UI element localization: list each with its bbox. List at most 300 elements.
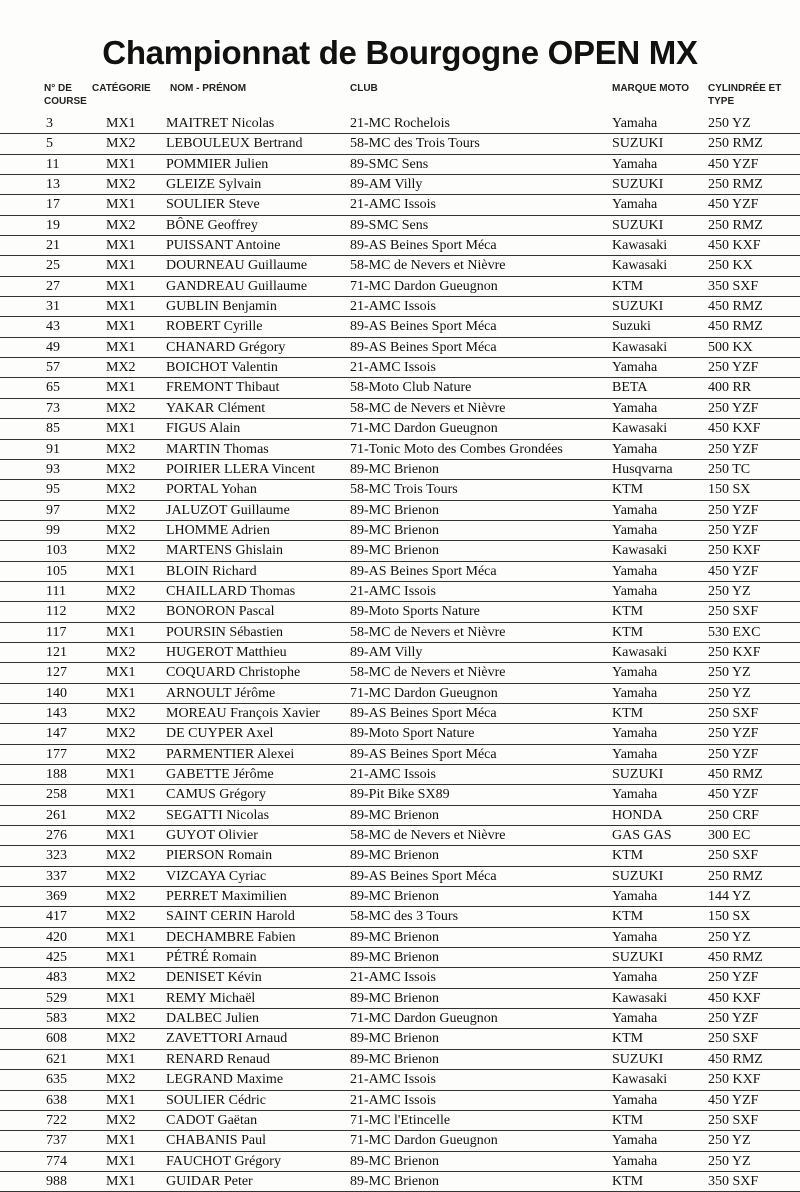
club: 21-AMC Issois (350, 583, 436, 599)
table-row (0, 155, 800, 175)
club: 58-MC des Trois Tours (350, 136, 480, 152)
race-number: 188 (46, 767, 67, 782)
rider-name: PERRET Maximilien (166, 889, 287, 905)
cylinder-type: 250 SXF (708, 604, 759, 620)
cylinder-type: 144 YZ (708, 889, 751, 905)
table-row (0, 1152, 800, 1172)
race-number: 529 (46, 990, 67, 1006)
club: 89-MC Brienon (350, 848, 440, 864)
brand: KTM (612, 624, 644, 640)
brand: SUZUKI (612, 136, 664, 152)
brand: KTM (612, 909, 644, 925)
club: 89-SMC Sens (350, 156, 429, 172)
race-number: 143 (46, 705, 67, 721)
brand: Kawasaki (612, 258, 668, 274)
brand: Yamaha (612, 116, 658, 131)
table-row (0, 378, 800, 398)
rider-name: GABETTE Jérôme (166, 767, 274, 782)
table-row (0, 175, 800, 195)
table-row (0, 1029, 800, 1049)
brand: Yamaha (612, 1092, 658, 1108)
race-number: 121 (46, 644, 67, 660)
category: MX2 (106, 360, 136, 376)
cylinder-type: 250 CRF (708, 807, 759, 823)
cylinder-type: 250 SXF (708, 1112, 759, 1128)
rider-name: LEGRAND Maxime (166, 1072, 284, 1088)
race-number: 177 (46, 746, 67, 762)
category: MX2 (106, 441, 136, 457)
brand: SUZUKI (612, 950, 664, 966)
race-number: 31 (46, 299, 60, 315)
category: MX2 (106, 502, 136, 518)
race-number: 140 (46, 685, 67, 701)
rider-name: CHANARD Grégory (166, 339, 286, 355)
table-row (0, 317, 800, 337)
table-row (0, 948, 800, 968)
cylinder-type: 250 YZ (708, 665, 751, 681)
club: 58-MC des 3 Tours (350, 909, 459, 925)
table-row (0, 1050, 800, 1070)
race-number: 420 (46, 929, 67, 945)
club: 89-MC Brienon (350, 1051, 440, 1067)
cylinder-type: 250 YZ (708, 1133, 751, 1149)
club: 89-AS Beines Sport Méca (350, 746, 497, 762)
race-number: 57 (46, 360, 60, 376)
table-row (0, 826, 800, 846)
race-number: 261 (46, 807, 67, 823)
cylinder-type: 450 KXF (708, 238, 761, 254)
race-number: 417 (46, 909, 67, 925)
cylinder-type: 150 SX (708, 482, 751, 498)
brand: Yamaha (612, 1153, 658, 1169)
category: MX1 (106, 197, 136, 213)
brand: Yamaha (612, 746, 658, 762)
brand: BETA (612, 380, 648, 396)
club: 89-MC Brienon (350, 461, 440, 477)
race-number: 5 (46, 136, 53, 152)
cylinder-type: 450 YZF (708, 197, 759, 213)
club: 89-AS Beines Sport Méca (350, 868, 497, 884)
brand: Kawasaki (612, 421, 668, 437)
club: 89-MC Brienon (350, 1153, 440, 1169)
club: 21-AMC Issois (350, 1072, 436, 1088)
club: 71-MC Dardon Gueugnon (350, 685, 498, 701)
brand: Yamaha (612, 360, 658, 376)
rider-name: BLOIN Richard (166, 563, 257, 579)
category: MX2 (106, 705, 136, 721)
cylinder-type: 450 YZF (708, 1092, 759, 1108)
club: 89-AM Villy (350, 177, 423, 193)
cylinder-type: 400 RR (708, 380, 752, 396)
rider-name: JALUZOT Guillaume (166, 502, 290, 518)
table-row (0, 256, 800, 276)
race-number: 49 (46, 339, 60, 355)
rider-name: DENISET Kévin (166, 970, 262, 986)
header-name: NOM - PRÉNOM (170, 83, 247, 94)
cylinder-type: 250 YZ (708, 1153, 751, 1169)
table-row (0, 663, 800, 683)
rider-name: POIRIER LLERA Vincent (166, 461, 316, 477)
table-row (0, 114, 800, 134)
race-number: 737 (46, 1133, 67, 1149)
brand: Yamaha (612, 400, 658, 416)
club: 71-MC Dardon Gueugnon (350, 1133, 498, 1149)
brand: HONDA (612, 807, 663, 823)
brand: SUZUKI (612, 868, 664, 884)
category: MX1 (106, 929, 136, 945)
race-number: 425 (46, 950, 67, 966)
brand: SUZUKI (612, 1051, 664, 1067)
brand: KTM (612, 604, 644, 620)
table-row (0, 968, 800, 988)
club: 89-MC Brienon (350, 929, 440, 945)
table-row (0, 277, 800, 297)
brand: Yamaha (612, 583, 658, 599)
race-number: 95 (46, 482, 60, 498)
club: 58-MC de Nevers et Nièvre (350, 258, 506, 274)
race-number: 608 (46, 1031, 67, 1047)
rider-name: LHOMME Adrien (166, 522, 270, 538)
header-cylinder: CYLINDRÉE ET TYPE (708, 83, 782, 107)
club: 58-MC de Nevers et Nièvre (350, 828, 506, 844)
category: MX2 (106, 807, 136, 823)
cylinder-type: 450 RMZ (708, 299, 763, 315)
club: 89-AS Beines Sport Méca (350, 319, 497, 335)
brand: Yamaha (612, 522, 658, 538)
cylinder-type: 450 YZF (708, 563, 759, 579)
cylinder-type: 350 SXF (708, 1173, 759, 1189)
category: MX1 (106, 319, 136, 335)
club: 89-AS Beines Sport Méca (350, 705, 497, 721)
cylinder-type: 250 KXF (708, 1072, 761, 1088)
table-row (0, 765, 800, 785)
club: 21-AMC Issois (350, 197, 436, 213)
category: MX1 (106, 278, 136, 294)
cylinder-type: 530 EXC (708, 624, 761, 640)
cylinder-type: 250 YZF (708, 522, 759, 538)
club: 21-AMC Issois (350, 970, 436, 986)
table-row (0, 480, 800, 500)
rider-name: FIGUS Alain (166, 421, 241, 437)
club: 21-AMC Issois (350, 360, 436, 376)
rider-name: GLEIZE Sylvain (166, 177, 262, 193)
club: 89-SMC Sens (350, 217, 429, 233)
table-row (0, 134, 800, 154)
rider-name: POMMIER Julien (166, 156, 269, 172)
brand: Yamaha (612, 197, 658, 213)
brand: Suzuki (612, 319, 651, 335)
race-number: 621 (46, 1051, 67, 1067)
race-number: 3 (46, 116, 53, 131)
rider-name: FREMONT Thibaut (166, 380, 280, 396)
cylinder-type: 450 KXF (708, 421, 761, 437)
cylinder-type: 250 YZF (708, 726, 759, 742)
category: MX2 (106, 543, 136, 559)
rider-name: DALBEC Julien (166, 1011, 259, 1027)
brand: Kawasaki (612, 1072, 668, 1088)
race-number: 276 (46, 828, 67, 844)
table-row (0, 1111, 800, 1131)
race-number: 11 (46, 156, 60, 172)
brand: SUZUKI (612, 767, 664, 782)
cylinder-type: 300 EC (708, 828, 751, 844)
rider-name: MAITRET Nicolas (166, 116, 275, 131)
table-row (0, 684, 800, 704)
race-number: 85 (46, 421, 60, 437)
table-row (0, 1070, 800, 1090)
table-row (0, 1131, 800, 1151)
race-number: 638 (46, 1092, 67, 1108)
cylinder-type: 250 YZ (708, 929, 751, 945)
category: MX1 (106, 624, 136, 640)
table-row (0, 724, 800, 744)
cylinder-type: 250 RMZ (708, 177, 763, 193)
rider-name: HUGEROT Matthieu (166, 644, 287, 660)
rider-name: DE CUYPER Axel (166, 726, 274, 742)
club: 89-MC Brienon (350, 1031, 440, 1047)
rider-name: POURSIN Sébastien (166, 624, 284, 640)
rider-name: DECHAMBRE Fabien (166, 929, 296, 945)
race-number: 93 (46, 461, 60, 477)
brand: Yamaha (612, 889, 658, 905)
cylinder-type: 450 RMZ (708, 1051, 763, 1067)
table-row (0, 623, 800, 643)
category: MX1 (106, 1133, 136, 1149)
category: MX1 (106, 685, 136, 701)
category: MX2 (106, 909, 136, 925)
category: MX1 (106, 299, 136, 315)
table-row (0, 562, 800, 582)
table-row (0, 297, 800, 317)
category: MX1 (106, 421, 136, 437)
club: 71-MC Dardon Gueugnon (350, 421, 498, 437)
brand: GAS GAS (612, 828, 672, 844)
club: 71-MC Dardon Gueugnon (350, 278, 498, 294)
cylinder-type: 250 YZF (708, 970, 759, 986)
club: 89-AS Beines Sport Méca (350, 563, 497, 579)
race-number: 73 (46, 400, 60, 416)
rider-name: ZAVETTORI Arnaud (166, 1031, 288, 1047)
club: 89-MC Brienon (350, 1173, 440, 1189)
category: MX1 (106, 787, 136, 803)
category: MX1 (106, 1153, 136, 1169)
table-row (0, 501, 800, 521)
table-row (0, 989, 800, 1009)
entries-table (0, 114, 800, 1192)
brand: Yamaha (612, 665, 658, 681)
club: 89-MC Brienon (350, 543, 440, 559)
brand: KTM (612, 1173, 644, 1189)
rider-name: PIERSON Romain (166, 848, 273, 864)
brand: KTM (612, 1112, 644, 1128)
brand: Kawasaki (612, 990, 668, 1006)
rider-name: CHAILLARD Thomas (166, 583, 296, 599)
race-number: 483 (46, 970, 67, 986)
cylinder-type: 250 TC (708, 461, 751, 477)
brand: KTM (612, 482, 644, 498)
category: MX1 (106, 156, 136, 172)
table-row (0, 704, 800, 724)
rider-name: RENARD Renaud (166, 1051, 270, 1067)
cylinder-type: 250 RMZ (708, 217, 763, 233)
race-number: 117 (46, 624, 67, 640)
table-row (0, 440, 800, 460)
table-row (0, 195, 800, 215)
category: MX2 (106, 604, 136, 620)
rider-name: SAINT CERIN Harold (166, 909, 295, 925)
race-number: 988 (46, 1173, 67, 1189)
club: 58-MC de Nevers et Nièvre (350, 400, 506, 416)
page-title: Championnat de Bourgogne OPEN MX (102, 34, 698, 71)
club: 89-AS Beines Sport Méca (350, 238, 497, 254)
rider-name: CADOT Gaëtan (166, 1112, 258, 1128)
category: MX1 (106, 380, 136, 396)
race-number: 17 (46, 197, 60, 213)
brand: Yamaha (612, 970, 658, 986)
club: 58-MC de Nevers et Nièvre (350, 624, 506, 640)
race-number: 583 (46, 1011, 67, 1027)
category: MX1 (106, 828, 136, 844)
club: 89-AM Villy (350, 644, 423, 660)
category: MX2 (106, 461, 136, 477)
rider-name: REMY Michaël (166, 990, 256, 1006)
brand: SUZUKI (612, 299, 664, 315)
club: 21-AMC Issois (350, 1092, 436, 1108)
cylinder-type: 450 RMZ (708, 950, 763, 966)
race-number: 25 (46, 258, 60, 274)
table-row (0, 785, 800, 805)
category: MX2 (106, 177, 136, 193)
cylinder-type: 250 YZ (708, 116, 751, 131)
brand: SUZUKI (612, 217, 664, 233)
cylinder-type: 250 KXF (708, 543, 761, 559)
cylinder-type: 350 SXF (708, 278, 759, 294)
rider-name: FAUCHOT Grégory (166, 1153, 281, 1169)
club: 89-Moto Sports Nature (350, 604, 480, 620)
club: 58-Moto Club Nature (350, 380, 472, 396)
table-row (0, 582, 800, 602)
brand: KTM (612, 705, 644, 721)
rider-name: BONORON Pascal (166, 604, 275, 620)
club: 89-MC Brienon (350, 990, 440, 1006)
category: MX2 (106, 746, 136, 762)
cylinder-type: 250 YZF (708, 360, 759, 376)
table-row (0, 928, 800, 948)
brand: Yamaha (612, 156, 658, 172)
race-number: 13 (46, 177, 60, 193)
cylinder-type: 250 YZF (708, 400, 759, 416)
race-number: 99 (46, 522, 60, 538)
header-category: CATÉGORIE (92, 83, 151, 94)
category: MX1 (106, 1092, 136, 1108)
category: MX2 (106, 1031, 136, 1047)
brand: Yamaha (612, 441, 658, 457)
race-number: 91 (46, 441, 60, 457)
brand: Kawasaki (612, 339, 668, 355)
club: 71-MC Dardon Gueugnon (350, 1011, 498, 1027)
table-row (0, 602, 800, 622)
brand: Yamaha (612, 929, 658, 945)
cylinder-type: 250 KXF (708, 644, 761, 660)
club: 21-MC Rochelois (350, 116, 450, 131)
category: MX1 (106, 563, 136, 579)
table-row (0, 358, 800, 378)
club: 89-MC Brienon (350, 889, 440, 905)
table-row (0, 338, 800, 358)
brand: SUZUKI (612, 177, 664, 193)
category: MX2 (106, 1112, 136, 1128)
club: 21-AMC Issois (350, 299, 436, 315)
brand: Yamaha (612, 685, 658, 701)
brand: KTM (612, 278, 644, 294)
table-row (0, 521, 800, 541)
table-row (0, 907, 800, 927)
brand: Kawasaki (612, 543, 668, 559)
brand: Yamaha (612, 502, 658, 518)
header-num: N° DE COURSE (44, 83, 87, 107)
table-row (0, 460, 800, 480)
rider-name: SOULIER Cédric (166, 1092, 266, 1108)
cylinder-type: 450 RMZ (708, 319, 763, 335)
race-number: 127 (46, 665, 67, 681)
club: 58-MC Trois Tours (350, 482, 458, 498)
header-club: CLUB (350, 83, 378, 94)
cylinder-type: 250 SXF (708, 848, 759, 864)
race-number: 111 (46, 583, 66, 599)
cylinder-type: 250 SXF (708, 1031, 759, 1047)
table-row (0, 643, 800, 663)
table-row (0, 806, 800, 826)
rider-name: PORTAL Yohan (166, 482, 257, 498)
header-brand: MARQUE MOTO (612, 83, 690, 94)
club: 21-AMC Issois (350, 767, 436, 782)
club: 89-MC Brienon (350, 502, 440, 518)
table-row (0, 236, 800, 256)
rider-name: CHABANIS Paul (166, 1133, 266, 1149)
table-row (0, 419, 800, 439)
rider-name: COQUARD Christophe (166, 665, 301, 681)
cylinder-type: 250 YZ (708, 685, 751, 701)
table-row (0, 1009, 800, 1029)
cylinder-type: 250 YZF (708, 746, 759, 762)
table-row (0, 745, 800, 765)
rider-name: PUISSANT Antoine (166, 238, 281, 254)
table-row (0, 887, 800, 907)
race-number: 43 (46, 319, 60, 335)
cylinder-type: 450 KXF (708, 990, 761, 1006)
brand: Yamaha (612, 787, 658, 803)
category: MX2 (106, 217, 136, 233)
cylinder-type: 250 YZF (708, 502, 759, 518)
race-number: 323 (46, 848, 67, 864)
category: MX2 (106, 848, 136, 864)
race-number: 258 (46, 787, 67, 803)
cylinder-type: 250 KX (708, 258, 753, 274)
cylinder-type: 150 SX (708, 909, 751, 925)
race-number: 722 (46, 1112, 67, 1128)
table-row (0, 216, 800, 236)
category: MX1 (106, 767, 136, 782)
race-number: 369 (46, 889, 67, 905)
club: 89-MC Brienon (350, 950, 440, 966)
club: 89-Pit Bike SX89 (350, 787, 450, 803)
race-number: 65 (46, 380, 60, 396)
rider-name: MARTIN Thomas (166, 441, 269, 457)
club: 71-MC l'Etincelle (350, 1112, 451, 1128)
rider-name: GUYOT Olivier (166, 828, 258, 844)
cylinder-type: 250 RMZ (708, 136, 763, 152)
category: MX2 (106, 726, 136, 742)
